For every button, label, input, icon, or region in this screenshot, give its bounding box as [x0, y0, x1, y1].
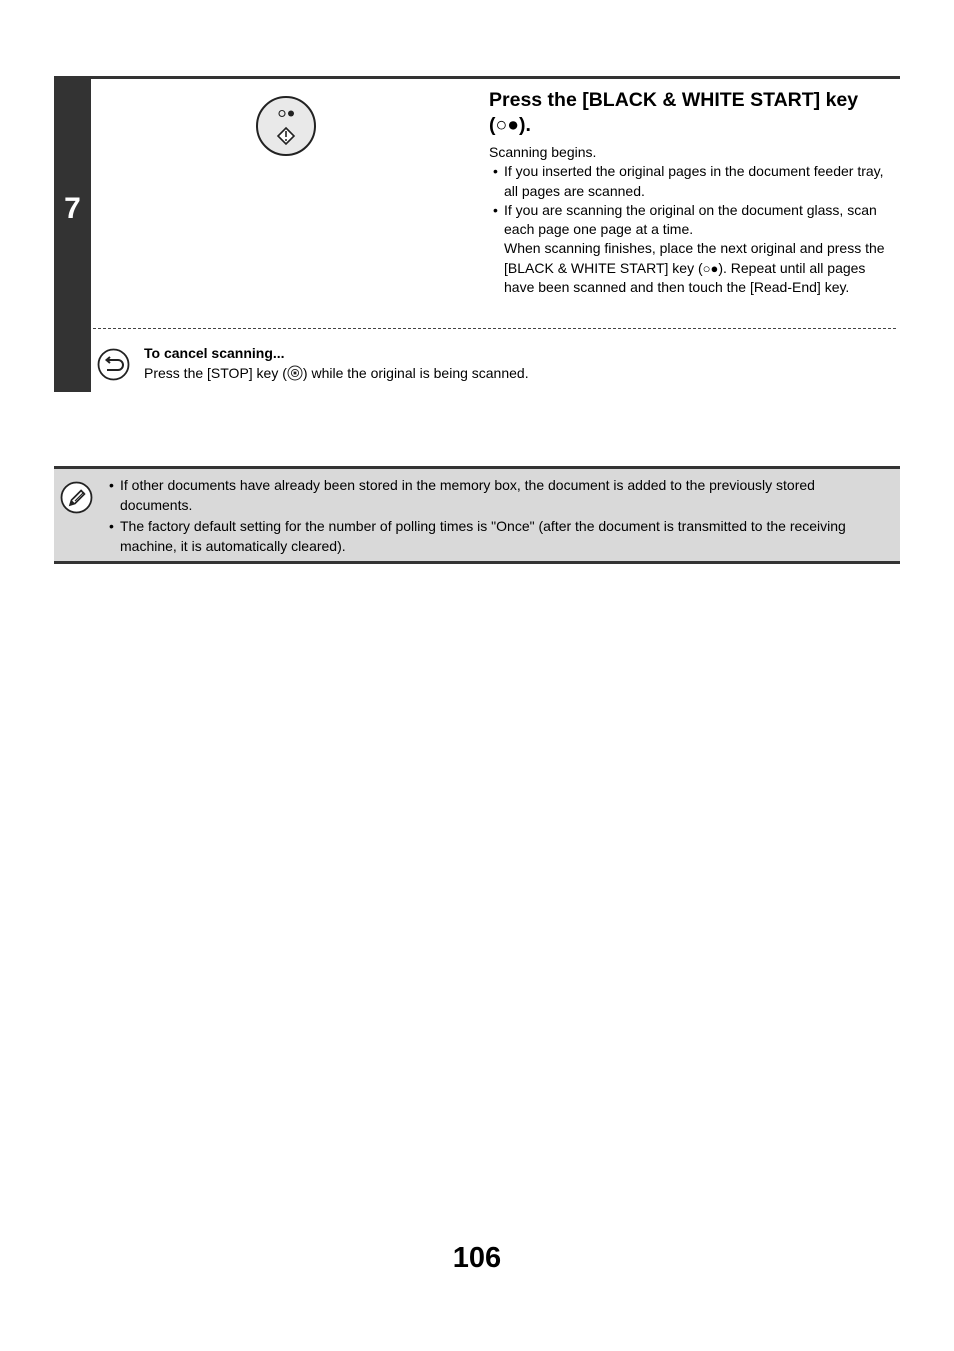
- step-bullet-text: ). Repeat until all pages have been scanned and then touch the [Read-End] key.: [504, 259, 866, 296]
- note-item: • If other documents have already been stored in the memory box, the document is added to the previously stored documents.: [109, 477, 815, 513]
- cancel-text: [144, 364, 529, 383]
- step-bullet-text: If you inserted the original pages in the document feeder tray, all pages are scanned.: [504, 163, 884, 199]
- cancel-text-pre: Press the [STOP] key (: [144, 365, 287, 381]
- step-number: 7: [64, 192, 81, 225]
- step-title-line2: (○●).: [489, 114, 531, 136]
- step-title-line1: Press the [BLACK & WHITE START] key: [489, 89, 859, 111]
- step-top-rule: [54, 76, 900, 79]
- cancel-text-post: ) while the original is being scanned.: [302, 365, 529, 381]
- black-white-start-key-icon: [255, 95, 317, 157]
- step-bullet: • If you are scanning the original on the document glass, scan each page one page at a time. When scanning finishes, place the next original and press the [BLACK & WHITE START] key (○●). Repeat until all pages have been scanned and then touch the [Read-End] key.: [493, 201, 885, 296]
- stop-key-icon: [287, 365, 303, 381]
- note-item-text: If other documents have already been stored in the memory box, the document is added to the previously stored documents.: [120, 477, 815, 513]
- note-item: • The factory default setting for the number of polling times is "Once" (after the document is transmitted to the receiving machine, it is automatically cleared).: [109, 518, 846, 554]
- step-title: [489, 88, 899, 138]
- note-item-text: The factory default setting for the number of polling times is "Once" (after the document is transmitted to the receiving machine, it is automatically cleared).: [120, 518, 846, 554]
- step-number-bar: [54, 76, 91, 392]
- note-box: [54, 466, 900, 564]
- cancel-title: To cancel scanning...: [144, 345, 285, 361]
- note-list: [109, 475, 879, 557]
- step-bullet: • If you inserted the original pages in the document feeder tray, all pages are scanned.: [493, 163, 884, 199]
- dashed-divider: [93, 328, 896, 329]
- start-key-symbol: ○●: [702, 260, 719, 276]
- pencil-icon: [60, 481, 93, 514]
- step-bullet-text: When scanning finishes, place the next original and press the [BLACK & WHITE START] key (: [504, 240, 885, 276]
- step-section: [54, 76, 900, 392]
- return-arrow-icon: [97, 348, 130, 381]
- step-bullet-text: If you are scanning the original on the document glass, scan each page one page at a time.: [504, 201, 877, 238]
- step-intro: Scanning begins.: [489, 144, 597, 160]
- page-number: 106: [452, 1242, 502, 1274]
- step-body: [489, 143, 894, 297]
